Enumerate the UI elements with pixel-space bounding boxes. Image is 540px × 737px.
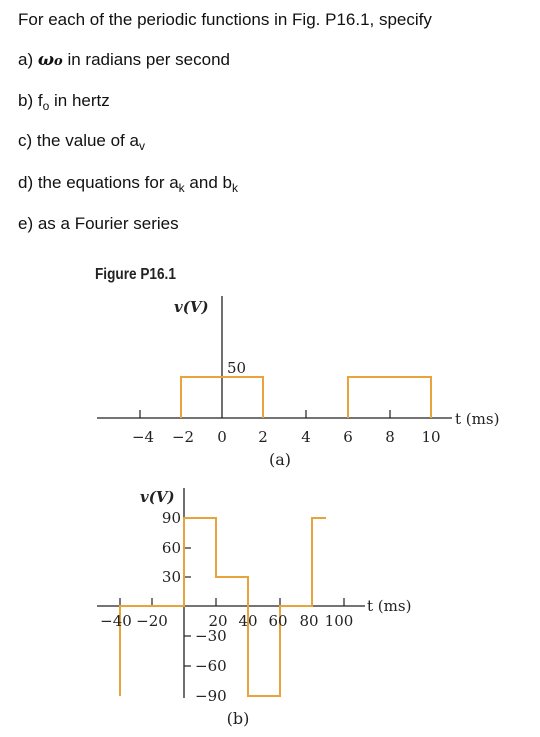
panel-a — [97, 296, 499, 469]
tick-label: −2 — [171, 428, 195, 446]
tick-label: 10 — [421, 428, 441, 446]
panel-b-y-tick-labels-pos — [162, 509, 181, 586]
tick-label: 4 — [301, 428, 311, 446]
tick-label: 40 — [238, 612, 258, 630]
panel-b-xlabel: t (ms) — [367, 597, 412, 615]
item-d: d) the equations for $a_k$ and $b_k$ — [18, 173, 238, 195]
tick-label: 8 — [385, 428, 395, 446]
tick-label: 20 — [208, 612, 228, 630]
panel-b-x-tick-labels — [100, 612, 353, 630]
panel-b-caption: (b) — [226, 709, 250, 728]
tick-label: 30 — [161, 568, 181, 586]
item-c: c) the value of $a_v$ — [18, 131, 145, 153]
panel-b-ylabel: v(V) — [140, 488, 175, 506]
panel-a-ylabel: v(V) — [174, 298, 209, 316]
tick-label: −60 — [195, 657, 227, 675]
tick-label: 6 — [343, 428, 353, 446]
tick-label: 60 — [268, 612, 288, 630]
panel-b-x-ticks — [120, 598, 344, 606]
tick-label: 80 — [299, 612, 319, 630]
omega-symbol: ωo — [37, 50, 63, 70]
tick-label: −4 — [131, 428, 155, 446]
panel-a-caption: (a) — [268, 450, 292, 469]
item-a-prefix: a) — [18, 50, 34, 69]
panel-a-xlabel: t (ms) — [455, 410, 500, 428]
figure-title: Figure P16.1 — [95, 266, 176, 283]
item-e: e) as a Fourier series — [18, 214, 179, 233]
panel-b-y-tick-labels-neg — [195, 627, 227, 705]
problem-intro: For each of the periodic functions in Fig. P16.1, specify — [18, 10, 432, 29]
item-b: b) $f_o$ in hertz — [18, 91, 110, 113]
tick-label: −40 — [100, 612, 132, 630]
tick-label: 100 — [324, 612, 354, 630]
tick-label: 60 — [161, 539, 181, 557]
tick-label: 0 — [217, 428, 227, 446]
tick-label: −90 — [195, 687, 227, 705]
tick-label: −30 — [195, 627, 227, 645]
panel-b — [97, 488, 411, 728]
panel-a-tick-labels — [132, 428, 441, 446]
tick-label: −20 — [136, 612, 168, 630]
tick-label: 2 — [258, 428, 268, 446]
panel-a-ticks — [140, 410, 431, 418]
tick-label: 90 — [161, 509, 181, 527]
panel-a-amplitude-label: 50 — [227, 359, 247, 377]
item-a-rest: in radians per second — [67, 50, 230, 69]
panel-b-y-ticks — [184, 548, 191, 666]
